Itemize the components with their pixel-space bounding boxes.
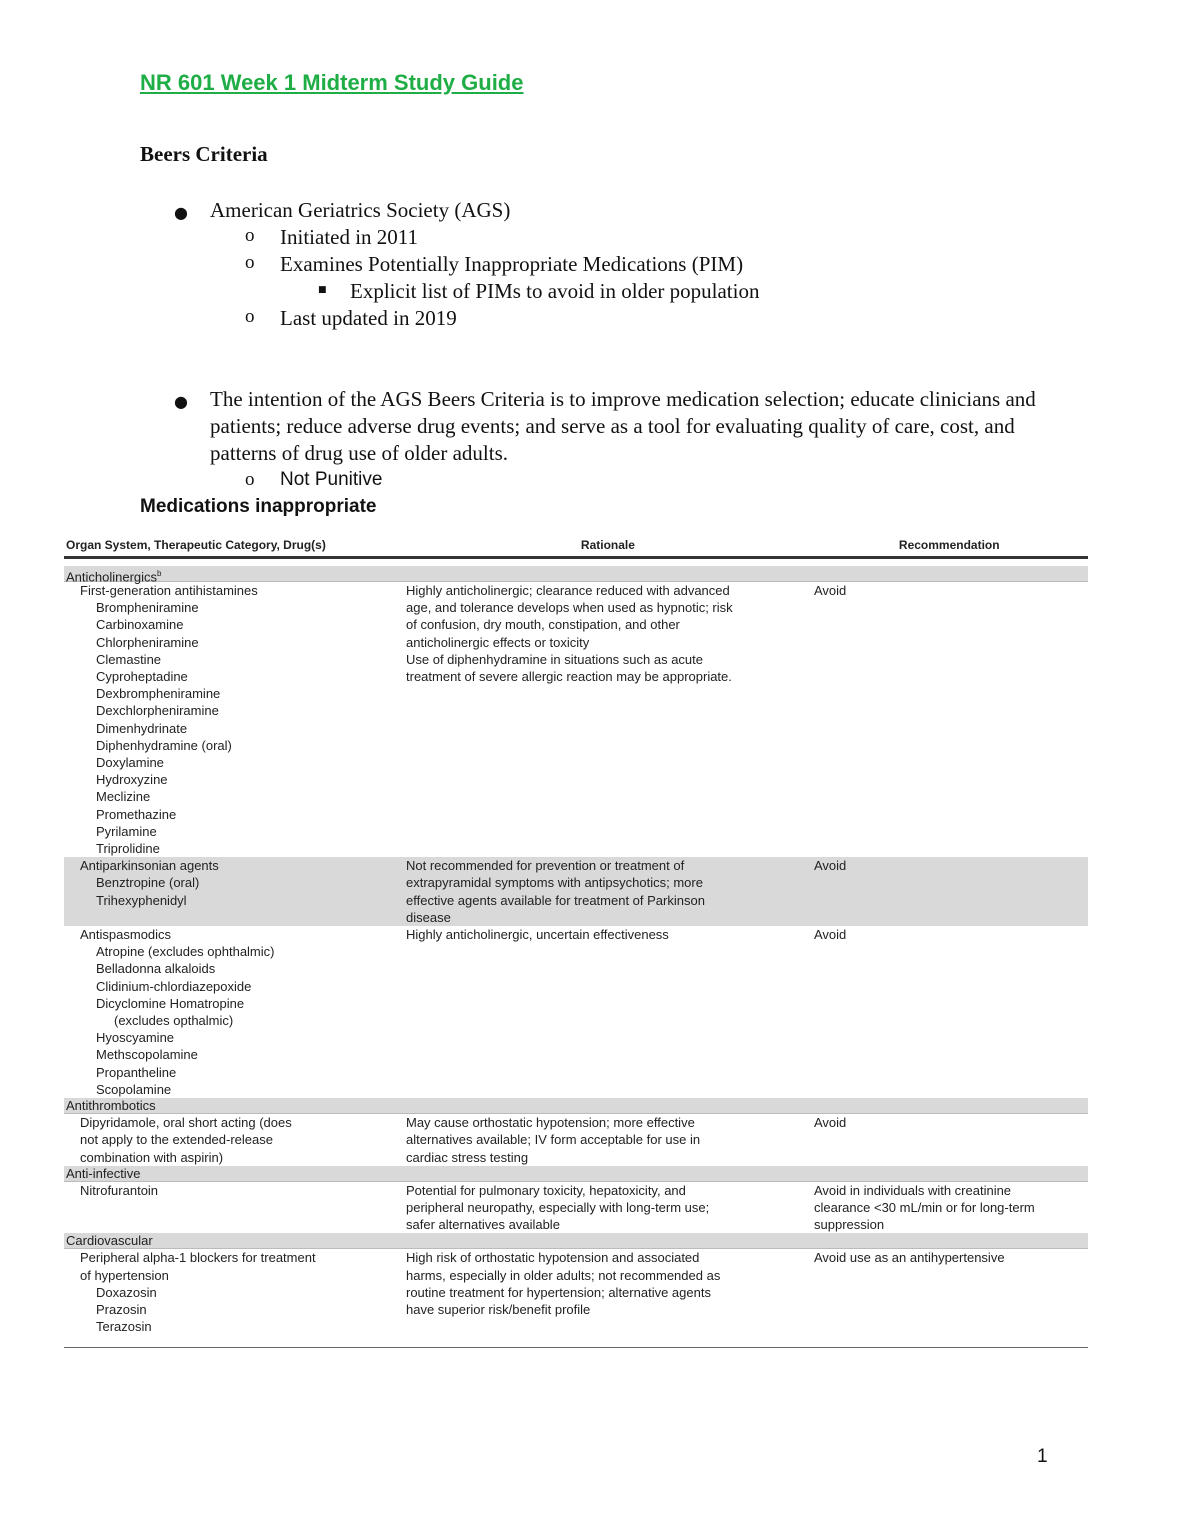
sub-bullet-marker: o xyxy=(245,469,255,490)
rationale-line: Use of diphenhydramine in situations such as acute xyxy=(406,651,704,667)
rationale-line: High risk of orthostatic hypotension and associated xyxy=(406,1250,700,1266)
rationale-line: alternatives available; IV form acceptable for use in xyxy=(406,1132,701,1148)
drug-name: Doxylamine xyxy=(96,755,164,771)
drug-name: Cyproheptadine xyxy=(96,669,188,685)
header-rationale: Rationale xyxy=(580,538,635,552)
page-title: NR 601 Week 1 Midterm Study Guide xyxy=(140,70,524,95)
sub-bullet-marker: o xyxy=(245,306,255,327)
drug-class: Antiparkinsonian agents xyxy=(80,858,219,874)
drug-class: not apply to the extended-release xyxy=(80,1132,273,1148)
drug-name: Meclizine xyxy=(96,789,151,805)
drug-class: Antispasmodics xyxy=(80,927,172,943)
recommendation: suppression xyxy=(814,1217,885,1233)
rationale-line: routine treatment for hypertension; alternative agents xyxy=(406,1284,711,1300)
outline-item: American Geriatrics Society (AGS) xyxy=(210,198,511,222)
rationale-line: effective agents available for treatment of Parkinson xyxy=(406,892,705,908)
drug-name: Triprolidine xyxy=(96,841,160,857)
rationale-line: treatment of severe allergic reaction may be appropriate. xyxy=(406,669,732,685)
header-recommendation: Recommendation xyxy=(898,538,1000,552)
sub-bullet-marker: o xyxy=(245,252,255,273)
recommendation: Avoid xyxy=(814,583,847,598)
rationale-line: cardiac stress testing xyxy=(406,1149,529,1165)
drug-name: Propantheline xyxy=(96,1064,177,1080)
table-row xyxy=(64,926,1088,1098)
drug-name: Clidinium-chlordiazepoxide xyxy=(96,978,252,994)
drug-class: of hypertension xyxy=(80,1267,169,1283)
table-row xyxy=(64,1114,1088,1166)
category-row-anti-infective xyxy=(64,1166,1088,1182)
page-number: 1 xyxy=(1037,1446,1048,1467)
table-row xyxy=(64,1182,1088,1234)
recommendation: Avoid xyxy=(814,927,847,943)
rationale-line: Highly anticholinergic; clearance reduced with advanced xyxy=(406,583,730,598)
category-row-anticholinergics xyxy=(64,566,1088,585)
table-row xyxy=(64,1249,1088,1335)
bullet-marker: ● xyxy=(174,392,188,411)
sub-bullet-marker: o xyxy=(245,225,255,246)
drug-name: Clemastine xyxy=(96,651,162,667)
drug-name: Pyrilamine xyxy=(96,823,157,839)
category-label: Cardiovascular xyxy=(66,1233,153,1249)
outline-subsubitem: Explicit list of PIMs to avoid in older population xyxy=(350,279,760,303)
rationale-line: anticholinergic effects or toxicity xyxy=(406,634,590,650)
rationale-line: Potential for pulmonary toxicity, hepatoxicity, and xyxy=(406,1182,686,1198)
outline-subitem: Not Punitive xyxy=(280,469,383,490)
drug-name: Terazosin xyxy=(96,1319,152,1335)
table-row xyxy=(64,582,1088,857)
category-label: Antithrombotics xyxy=(66,1098,156,1114)
drug-name: Methscopolamine xyxy=(96,1047,198,1063)
recommendation: Avoid use as an antihypertensive xyxy=(814,1250,1005,1266)
drug-name: Benztropine (oral) xyxy=(96,875,200,891)
rationale-line: Highly anticholinergic, uncertain effectiveness xyxy=(406,927,669,943)
outline-subitem: Last updated in 2019 xyxy=(280,306,457,330)
drug-class: Peripheral alpha-1 blockers for treatment xyxy=(80,1250,316,1266)
recommendation: Avoid xyxy=(814,1115,847,1131)
table-bottom-rule xyxy=(64,1347,1088,1348)
rationale-line: safer alternatives available xyxy=(406,1217,560,1233)
rationale-line: harms, especially in older adults; not recommended as xyxy=(406,1267,721,1283)
drug-class: Nitrofurantoin xyxy=(80,1182,159,1198)
rationale-line: disease xyxy=(406,909,451,925)
drug-class: combination with aspirin) xyxy=(80,1149,224,1165)
drug-class: Dipyridamole, oral short acting (does xyxy=(80,1115,292,1131)
beers-criteria-table xyxy=(64,534,1088,1348)
outline-paragraph: The intention of the AGS Beers Criteria is to improve medication selection; educate clinicians and patients; reduce adverse drug events; and serve as a tool for evaluating quality of care, cost, and patterns of drug use of older adults. xyxy=(210,387,1036,465)
drug-name: Hyoscyamine xyxy=(96,1030,175,1046)
drug-name: Promethazine xyxy=(96,806,177,822)
rationale-line: May cause orthostatic hypotension; more effective xyxy=(406,1115,695,1131)
drug-name: Chlorpheniramine xyxy=(96,634,199,650)
recommendation: clearance <30 mL/min or for long-term xyxy=(814,1199,1035,1215)
rationale-line: have superior risk/benefit profile xyxy=(406,1301,591,1317)
rationale-line: of confusion, dry mouth, constipation, and other xyxy=(406,617,680,633)
drug-name: Carbinoxamine xyxy=(96,617,184,633)
medications-heading: Medications inappropriate xyxy=(140,496,377,517)
rationale-line: Not recommended for prevention or treatment of xyxy=(406,858,685,874)
outline-subitem: Initiated in 2011 xyxy=(280,225,419,249)
drug-name: Belladonna alkaloids xyxy=(96,961,216,977)
drug-class: First-generation antihistamines xyxy=(80,583,258,598)
drug-name-continued: (excludes opthalmic) xyxy=(114,1013,234,1029)
drug-name: Atropine (excludes ophthalmic) xyxy=(96,944,275,960)
bullet-marker: ● xyxy=(174,203,188,222)
drug-name: Doxazosin xyxy=(96,1284,157,1300)
category-row-antithrombotics xyxy=(64,1098,1088,1114)
outline-subitem: Examines Potentially Inappropriate Medications (PIM) xyxy=(280,252,744,276)
category-row-cardiovascular xyxy=(64,1233,1088,1249)
rationale-line: age, and tolerance develops when used as hypnotic; risk xyxy=(406,600,733,616)
category-label: Anti-infective xyxy=(66,1165,141,1181)
recommendation: Avoid in individuals with creatinine xyxy=(814,1182,1012,1198)
footnote-marker: b xyxy=(157,569,162,578)
drug-name: Brompheniramine xyxy=(96,600,199,616)
header-organ-system: Organ System, Therapeutic Category, Drug(s) xyxy=(66,538,326,552)
drug-name: Scopolamine xyxy=(96,1081,172,1097)
rationale-line: extrapyramidal symptoms with antipsychotics; more xyxy=(406,875,703,891)
drug-name: Hydroxyzine xyxy=(96,772,168,788)
drug-name: Dexbrompheniramine xyxy=(96,686,221,702)
recommendation: Avoid xyxy=(814,858,847,874)
drug-name: Trihexyphenidyl xyxy=(96,892,187,908)
table-header xyxy=(64,534,1088,559)
rationale-line: peripheral neuropathy, especially with long-term use; xyxy=(406,1199,710,1215)
table-row xyxy=(64,857,1088,926)
drug-name: Dimenhydrinate xyxy=(96,720,188,736)
drug-name: Dicyclomine Homatropine xyxy=(96,995,245,1011)
drug-name: Dexchlorpheniramine xyxy=(96,703,219,719)
drug-name: Diphenhydramine (oral) xyxy=(96,737,232,753)
section-heading: Beers Criteria xyxy=(140,142,268,166)
category-label: Anticholinergics xyxy=(66,569,158,585)
square-bullet-marker: ■ xyxy=(318,285,327,295)
drug-name: Prazosin xyxy=(96,1301,147,1317)
